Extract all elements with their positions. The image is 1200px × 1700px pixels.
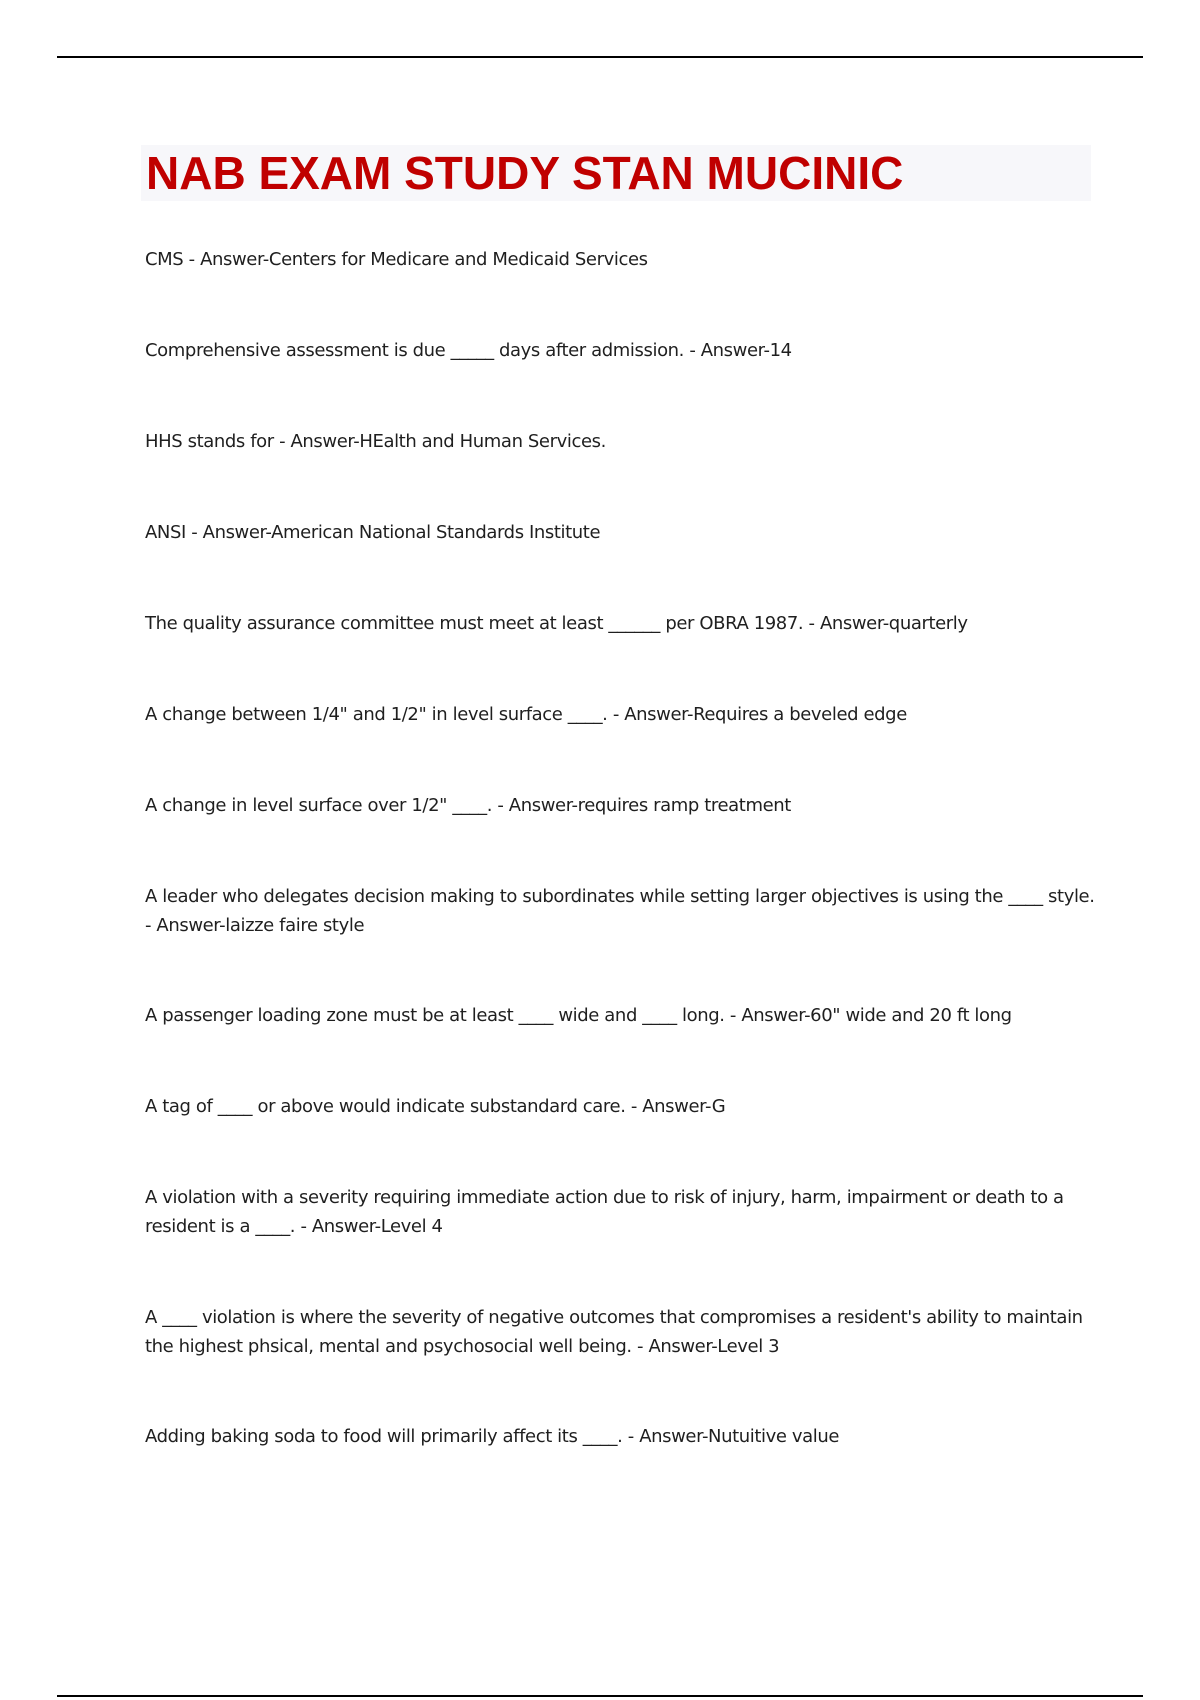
qa-item-leadership-style: A leader who delegates decision making to subordinates while setting larger objectives is using the ____ style. - Answer-laizze faire style [145, 886, 1095, 936]
qa-item-violation-level-3: A ____ violation is where the severity of negative outcomes that compromises a resident's ability to maintain the highest phsical, mental and psychosocial well being. - Answer-Level 3 [145, 1307, 1083, 1357]
qa-item-level-change-beveled: A change between 1/4" and 1/2" in level surface ____. - Answer-Requires a beveled edge [145, 704, 907, 725]
qa-item-tag-substandard: A tag of ____ or above would indicate substandard care. - Answer-G [145, 1096, 726, 1117]
document-title: NAB EXAM STUDY STAN MUCINIC [146, 147, 904, 199]
qa-item-cms: CMS - Answer-Centers for Medicare and Medicaid Services [145, 249, 648, 270]
qa-item-baking-soda: Adding baking soda to food will primarily affect its ____. - Answer-Nutuitive value [145, 1426, 840, 1447]
footer-rule [57, 1695, 1143, 1697]
qa-item-comprehensive-assessment: Comprehensive assessment is due _____ days after admission. - Answer-14 [145, 340, 792, 361]
qa-item-quality-assurance: The quality assurance committee must meet at least ______ per OBRA 1987. - Answer-quarterly [145, 613, 968, 634]
qa-item-ansi: ANSI - Answer-American National Standards Institute [145, 522, 601, 543]
qa-item-passenger-loading-zone: A passenger loading zone must be at least ____ wide and ____ long. - Answer-60" wide and 20 ft long [145, 1005, 1012, 1026]
header-rule [57, 56, 1143, 58]
qa-item-violation-level-4: A violation with a severity requiring immediate action due to risk of injury, harm, impairment or death to a resident is a ____. - Answer-Level 4 [145, 1187, 1064, 1237]
qa-item-level-change-ramp: A change in level surface over 1/2" ____. - Answer-requires ramp treatment [145, 795, 791, 816]
qa-item-hhs: HHS stands for - Answer-HEalth and Human Services. [145, 431, 606, 452]
